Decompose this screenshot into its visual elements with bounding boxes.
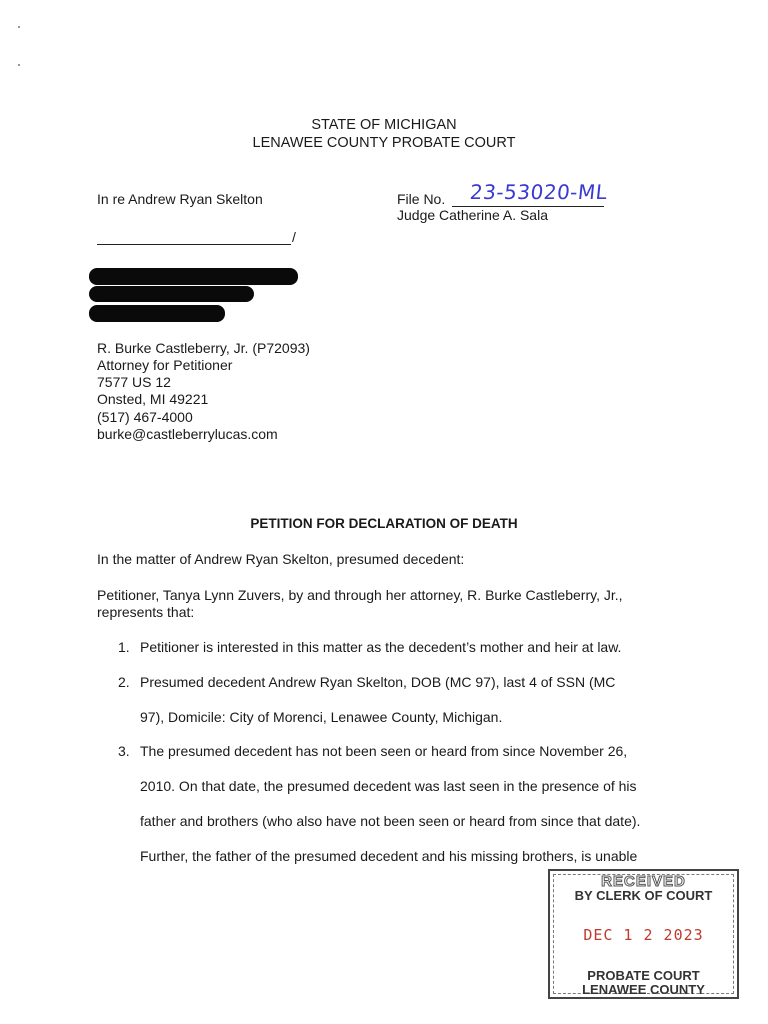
scan-speck	[18, 64, 20, 66]
item-2-line: Presumed decedent Andrew Ryan Skelton, DOB (MC 97), last 4 of SSN (MC	[140, 674, 616, 690]
item-number: 2.	[118, 674, 130, 690]
item-number: 3.	[118, 743, 130, 759]
attorney-name: R. Burke Castleberry, Jr. (P72093)	[97, 340, 310, 356]
stamp-by-clerk: BY CLERK OF COURT	[574, 888, 713, 903]
court-name: LENAWEE COUNTY PROBATE COURT	[252, 135, 516, 151]
court-state: STATE OF MICHIGAN	[311, 117, 457, 133]
redaction-bar	[89, 286, 254, 302]
caption-signature-line	[97, 244, 291, 245]
attorney-role: Attorney for Petitioner	[97, 357, 233, 373]
item-1-line: Petitioner is interested in this matter as the decedent’s mother and heir at law.	[140, 639, 622, 655]
item-number: 1.	[118, 639, 130, 655]
petition-title: PETITION FOR DECLARATION OF DEATH	[250, 516, 518, 531]
item-3-line: 2010. On that date, the presumed decedent was last seen in the presence of his	[140, 778, 637, 794]
stamp-county: LENAWEE COUNTY	[582, 982, 705, 997]
stamp-received: RECEIVED	[601, 873, 686, 890]
received-stamp	[548, 869, 739, 999]
attorney-email: burke@castleberrylucas.com	[97, 426, 278, 442]
file-number-label: File No.	[397, 191, 446, 207]
redaction-bar	[89, 305, 225, 322]
item-2-line: 97), Domicile: City of Morenci, Lenawee County, Michigan.	[140, 709, 503, 725]
item-3-line: father and brothers (who also have not been seen or heard from since that date).	[140, 813, 641, 829]
stamp-date: DEC 1 2 2023	[583, 926, 704, 944]
item-3-line: The presumed decedent has not been seen or heard from since November 26,	[140, 743, 628, 759]
attorney-address-line1: 7577 US 12	[97, 374, 171, 390]
petitioner-statement-line2: represents that:	[97, 604, 195, 620]
in-re-caption: In re Andrew Ryan Skelton	[97, 191, 263, 207]
stamp-probate-court: PROBATE COURT	[587, 968, 700, 983]
redaction-bar	[89, 268, 298, 285]
scan-speck	[18, 26, 20, 28]
item-3-line: Further, the father of the presumed decedent and his missing brothers, is unable	[140, 848, 638, 864]
file-number-handwritten: 23-53020-ML	[468, 180, 609, 204]
petition-intro: In the matter of Andrew Ryan Skelton, presumed decedent:	[97, 551, 465, 567]
petitioner-statement-line1: Petitioner, Tanya Lynn Zuvers, by and through her attorney, R. Burke Castleberry, Jr.,	[97, 587, 623, 603]
attorney-phone: (517) 467-4000	[97, 409, 193, 425]
judge-name: Judge Catherine A. Sala	[397, 207, 548, 223]
caption-slash: /	[292, 229, 296, 245]
attorney-address-line2: Onsted, MI 49221	[97, 391, 209, 407]
